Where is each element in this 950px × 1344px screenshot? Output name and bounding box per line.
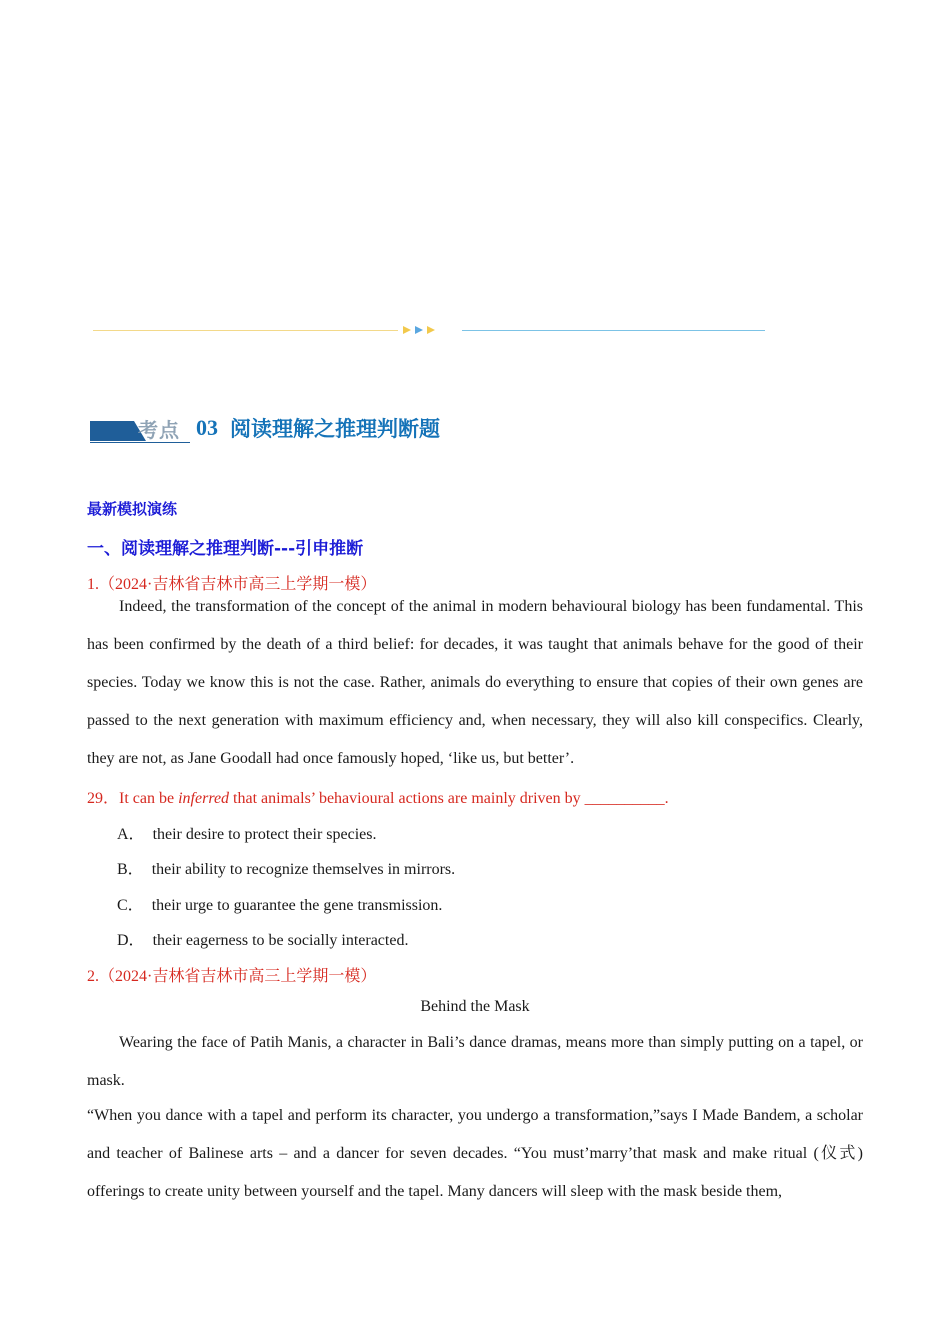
q1-source: 1.（2024·吉林省吉林市高三上学期一模）: [87, 576, 377, 593]
option-text: their ability to recognize themselves in mirrors.: [151, 861, 456, 878]
option-letter: A．: [117, 826, 145, 843]
option-letter: B．: [117, 861, 144, 878]
option-text: their desire to protect their species.: [152, 826, 377, 843]
option-c[interactable]: [117, 892, 442, 915]
option-a[interactable]: [117, 821, 376, 844]
q2-source: 2.（2024·吉林省吉林市高三上学期一模）: [87, 968, 377, 985]
q2-passage-title: Behind the Mask: [420, 998, 530, 1015]
q1-question: [87, 785, 669, 808]
subtitle-practice: 最新模拟演练: [87, 500, 178, 518]
q2-paragraph-1: Wearing the face of Patih Manis, a character in Bali’s dance dramas, means more than simply putting on a tapel, or mask.: [87, 1034, 863, 1089]
arrows-icon: [401, 322, 441, 338]
q1-question-italic: inferred: [178, 790, 230, 807]
option-text: their eagerness to be socially interacted.: [152, 932, 409, 949]
page-title: 阅读理解之推理判断题: [230, 417, 440, 441]
option-b[interactable]: [117, 856, 455, 879]
option-text: their urge to guarantee the gene transmission.: [151, 897, 443, 914]
q2-paragraph-2: “When you dance with a tapel and perform its character, you undergo a transformation,”says I Made Bandem, a scholar and teacher of Balinese arts – and a dancer for seven decades. “You must’marry’that mask and make ritual (仪式) offerings to create unity between yourself and the tapel. Many dancers will sleep with the mask beside them,: [87, 1107, 863, 1200]
option-letter: D．: [117, 932, 145, 949]
option-letter: C．: [117, 897, 144, 914]
badge-bar: [90, 421, 134, 441]
subtitle-inference: 一、阅读理解之推理判断---引申推断: [87, 539, 364, 559]
kaodian-badge: [90, 412, 190, 444]
decorative-divider: [93, 322, 765, 338]
option-d[interactable]: [117, 927, 408, 950]
q1-passage: Indeed, the transformation of the concept of the animal in modern behavioural biology has been fundamental. This has been confirmed by the death of a third belief: for decades, it was taught that animals behave for the good of their species. Today we know this is not the case. Rather, animals do everything to ensure that copies of their own genes are passed to the next generation with maximum efficiency and, when necessary, they will also kill conspecifics. Clearly, they are not, as Jane Goodall had once famously hoped, ‘like us, but better’.: [87, 598, 863, 767]
q1-question-suffix: that animals’ behavioural actions are mainly driven by __________.: [229, 790, 669, 807]
divider-line-left: [93, 330, 398, 331]
section-heading: [90, 410, 440, 446]
badge-label: 考点: [138, 418, 180, 442]
heading-number: 03: [196, 415, 218, 440]
q1-question-prefix: 29．It can be: [87, 790, 179, 807]
divider-line-right: [462, 330, 765, 331]
